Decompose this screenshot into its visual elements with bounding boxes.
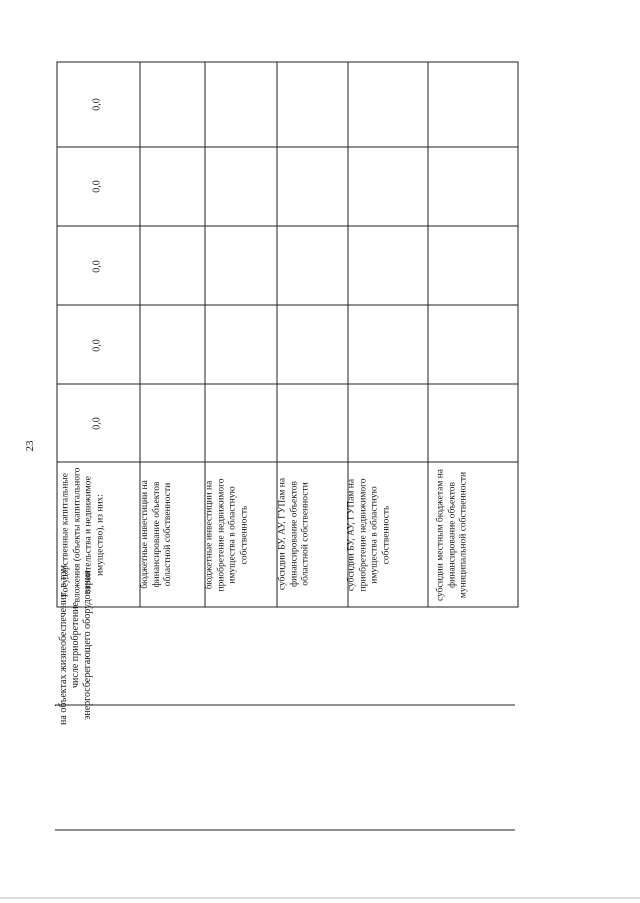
value-cell: 0,0: [91, 180, 103, 193]
value-cell: 0,0: [91, 417, 103, 430]
row-label-subsidies-acquisition: субсидии БУ, АУ, ГУПам на приобретение недвижимого имущества в областную собственность: [346, 478, 391, 592]
row-label-subsidies-local: субсидии местным бюджетам на финансирование объектов муниципальной собственности: [435, 468, 469, 602]
section-label: на объектах жизнеобеспечения, в том числе приобретение энергосберегающего оборудования: [58, 565, 93, 725]
row-label-subsidies-financing: субсидии БУ, АУ, ГУПам на финансирование объектов областной собственности: [277, 477, 311, 591]
value-cell: 0,0: [91, 260, 103, 273]
dot-marker: .: [47, 704, 59, 707]
page-number: 23: [24, 440, 36, 452]
row-label-budget-invest-acquisition: бюджетные инвестиции на приобретение недвижимого имущества в областную собственность: [204, 478, 249, 592]
row-label-budget-invest-financing: бюджетные инвестиции на финансирование объектов областной собственности: [140, 480, 173, 589]
value-cell: 0,0: [91, 98, 103, 111]
value-cell: 0,0: [91, 339, 103, 352]
row-label-capital-investments: Государственные капитальные вложения (объекты капитального строительства и недвижимое имущество), из них:: [60, 467, 105, 603]
